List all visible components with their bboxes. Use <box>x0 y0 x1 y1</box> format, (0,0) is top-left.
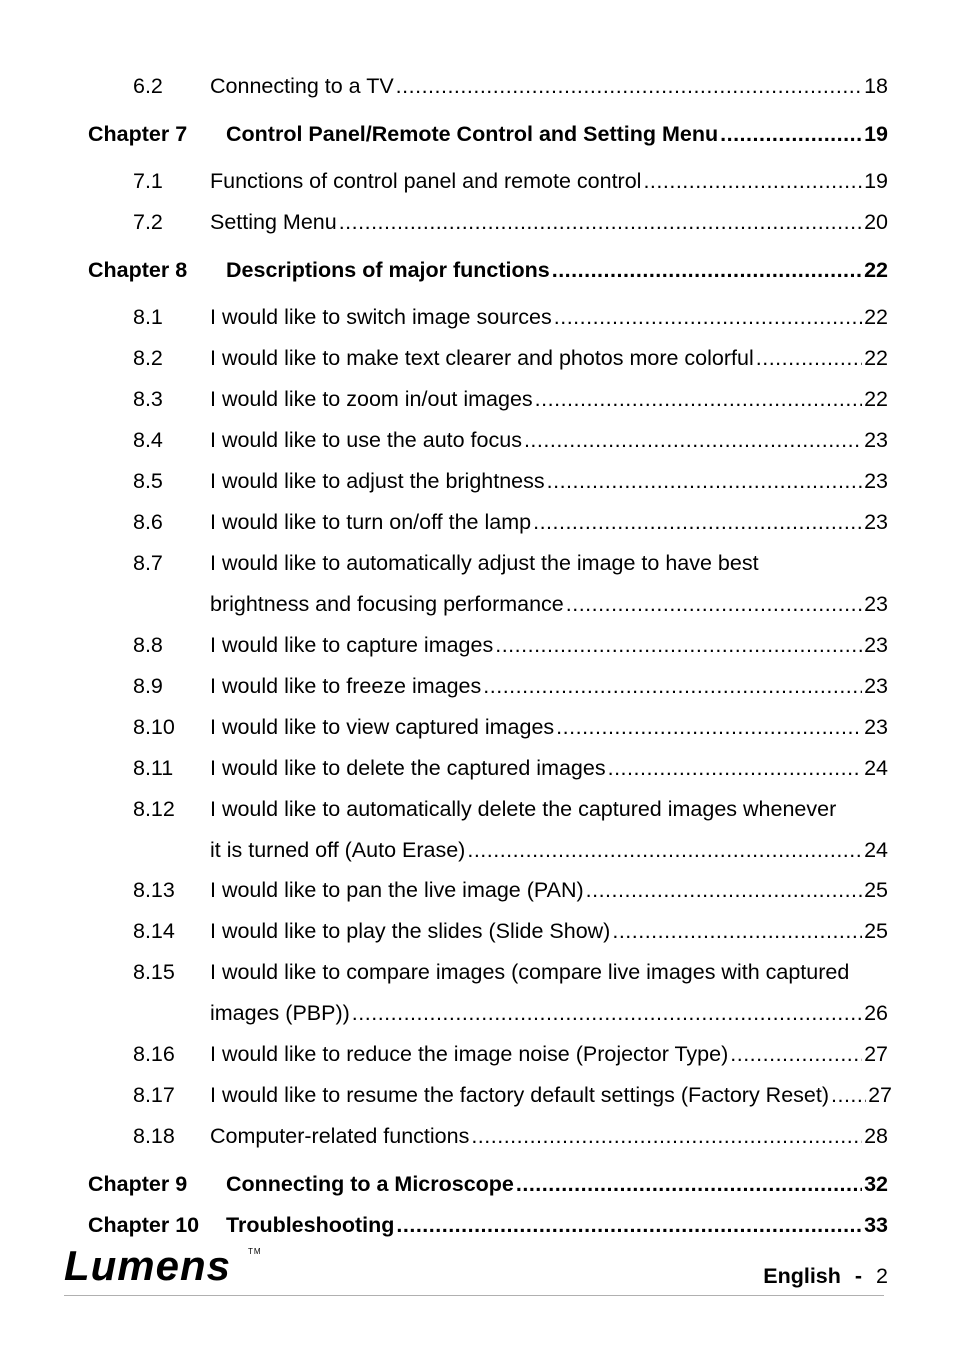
toc-entry <box>210 207 888 237</box>
toc-row[interactable] <box>0 343 954 373</box>
toc-leader-dots <box>730 1039 862 1069</box>
toc-row[interactable] <box>0 835 954 865</box>
toc-title: Setting Menu <box>210 210 337 234</box>
toc-entry <box>210 957 888 987</box>
toc-leader-dots <box>535 384 862 414</box>
toc-title: Control Panel/Remote Control and Setting Menu <box>226 122 719 146</box>
toc-row[interactable] <box>0 671 954 701</box>
toc-title: I would like to play the slides (Slide Show) <box>210 919 611 943</box>
toc-title: I would like to compare images (compare live images with captured <box>210 960 850 984</box>
toc-page-number: 22 <box>864 387 888 411</box>
toc-number: 8.16 <box>133 1042 175 1066</box>
toc-chapter-row[interactable] <box>0 255 954 285</box>
toc-title: it is turned off (Auto Erase) <box>210 838 466 862</box>
toc-number: Chapter 8 <box>88 258 188 282</box>
toc-entry <box>210 671 888 701</box>
lumens-logo <box>64 1242 262 1289</box>
toc-leader-dots <box>396 1210 862 1240</box>
toc-row[interactable] <box>0 1121 954 1151</box>
toc-page-number: 19 <box>864 122 888 146</box>
toc-page-number: 27 <box>868 1083 892 1107</box>
toc-number: 7.2 <box>133 210 163 234</box>
toc-page-number: 23 <box>864 510 888 534</box>
toc-title: I would like to adjust the brightness <box>210 469 545 493</box>
toc-title: I would like to use the auto focus <box>210 428 522 452</box>
toc-title: Computer-related functions <box>210 1124 470 1148</box>
toc-row[interactable] <box>0 1080 954 1110</box>
toc-row[interactable] <box>0 916 954 946</box>
toc-number: 8.10 <box>133 715 175 739</box>
toc-leader-dots <box>831 1080 866 1110</box>
toc-number: 8.5 <box>133 469 163 493</box>
toc-row[interactable] <box>0 166 954 196</box>
toc-title: I would like to delete the captured images <box>210 756 606 780</box>
toc-title: I would like to turn on/off the lamp <box>210 510 532 534</box>
toc-leader-dots <box>556 712 862 742</box>
footer-divider <box>64 1295 884 1296</box>
toc-leader-dots <box>352 998 862 1028</box>
toc-leader-dots <box>467 835 862 865</box>
toc-row[interactable] <box>0 957 954 987</box>
toc-leader-dots <box>566 589 862 619</box>
toc-entry <box>210 1039 888 1069</box>
toc-number: 8.13 <box>133 878 175 902</box>
toc-entry <box>226 255 888 285</box>
toc-row[interactable] <box>0 71 954 101</box>
toc-entry <box>210 343 888 373</box>
toc-entry <box>210 916 888 946</box>
toc-leader-dots <box>524 425 862 455</box>
toc-entry <box>210 1121 888 1151</box>
toc-row[interactable] <box>0 794 954 824</box>
toc-chapter-row[interactable] <box>0 1210 954 1240</box>
toc-page-number: 20 <box>864 210 888 234</box>
toc-leader-dots <box>516 1169 862 1199</box>
toc-page-number: 23 <box>864 715 888 739</box>
toc-page-number: 22 <box>864 258 888 282</box>
toc-page-number: 26 <box>864 1001 888 1025</box>
toc-leader-dots <box>339 207 862 237</box>
toc-row[interactable] <box>0 589 954 619</box>
toc-leader-dots <box>396 71 862 101</box>
toc-title: I would like to zoom in/out images <box>210 387 533 411</box>
toc-page-number: 28 <box>864 1124 888 1148</box>
toc-row[interactable] <box>0 384 954 414</box>
toc-number: Chapter 10 <box>88 1213 200 1237</box>
toc-number: 6.2 <box>133 74 163 98</box>
toc-row[interactable] <box>0 207 954 237</box>
toc-leader-dots <box>756 343 862 373</box>
toc-title: I would like to freeze images <box>210 674 482 698</box>
toc-number: 8.17 <box>133 1083 175 1107</box>
toc-title: images (PBP)) <box>210 1001 350 1025</box>
toc-title: Descriptions of major functions <box>226 258 550 282</box>
toc-leader-dots <box>643 166 862 196</box>
toc-title: I would like to capture images <box>210 633 494 657</box>
toc-entry <box>210 507 888 537</box>
toc-page-number: 33 <box>864 1213 888 1237</box>
toc-entry <box>210 1080 892 1110</box>
toc-entry <box>210 794 888 824</box>
toc-entry <box>210 466 888 496</box>
toc-leader-dots <box>552 255 862 285</box>
toc-number: Chapter 9 <box>88 1172 188 1196</box>
toc-leader-dots <box>483 671 862 701</box>
toc-number: 8.18 <box>133 1124 175 1148</box>
footer-language: English <box>763 1264 841 1288</box>
toc-page-number: 23 <box>864 633 888 657</box>
toc-title: I would like to automatically adjust the image to have best <box>210 551 759 575</box>
toc-number: 8.3 <box>133 387 163 411</box>
toc-row[interactable] <box>0 712 954 742</box>
toc-page-number: 24 <box>864 838 888 862</box>
toc-number: 8.9 <box>133 674 163 698</box>
toc-page-number: 23 <box>864 428 888 452</box>
toc-title: Troubleshooting <box>226 1213 395 1237</box>
toc-entry <box>210 630 888 660</box>
toc-entry <box>226 119 888 149</box>
toc-number: 8.15 <box>133 960 175 984</box>
toc-title: brightness and focusing performance <box>210 592 564 616</box>
toc-page-number: 22 <box>864 305 888 329</box>
toc-title: I would like to pan the live image (PAN) <box>210 878 584 902</box>
footer-separator: - <box>854 1264 863 1288</box>
toc-leader-dots <box>471 1121 862 1151</box>
toc-page-number: 32 <box>864 1172 888 1196</box>
toc-page-number: 22 <box>864 346 888 370</box>
toc-title: Functions of control panel and remote control <box>210 169 642 193</box>
toc-leader-dots <box>586 875 862 905</box>
toc-page-number: 27 <box>864 1042 888 1066</box>
toc-leader-dots <box>547 466 862 496</box>
toc-page-number: 24 <box>864 756 888 780</box>
toc-number: 8.7 <box>133 551 163 575</box>
page-footer <box>763 1261 888 1291</box>
toc-row[interactable] <box>0 753 954 783</box>
toc-leader-dots <box>608 753 862 783</box>
toc-entry <box>210 166 888 196</box>
toc-page-number: 25 <box>864 878 888 902</box>
toc-number: 8.4 <box>133 428 163 452</box>
toc-leader-dots <box>612 916 862 946</box>
toc-title: I would like to make text clearer and photos more colorful <box>210 346 754 370</box>
toc-entry <box>210 753 888 783</box>
toc-entry <box>210 875 888 905</box>
toc-number: 7.1 <box>133 169 163 193</box>
toc-page-number: 25 <box>864 919 888 943</box>
toc-page-number: 23 <box>864 592 888 616</box>
toc-number: 8.6 <box>133 510 163 534</box>
toc-number: 8.1 <box>133 305 163 329</box>
toc-row[interactable] <box>0 998 954 1028</box>
toc-number: 8.14 <box>133 919 175 943</box>
toc-leader-dots <box>533 507 862 537</box>
toc-chapter-row[interactable] <box>0 1169 954 1199</box>
toc-leader-dots <box>495 630 862 660</box>
toc-row[interactable] <box>0 466 954 496</box>
toc-number: Chapter 7 <box>88 122 188 146</box>
toc-entry <box>210 548 888 578</box>
toc-chapter-row[interactable] <box>0 119 954 149</box>
toc-entry <box>210 425 888 455</box>
toc-row[interactable] <box>0 507 954 537</box>
toc-title: I would like to switch image sources <box>210 305 552 329</box>
toc-number: 8.8 <box>133 633 163 657</box>
toc-title: I would like to automatically delete the captured images whenever <box>210 797 837 821</box>
toc-page-number: 18 <box>864 74 888 98</box>
toc-page-number: 23 <box>864 674 888 698</box>
toc-entry <box>226 1169 888 1199</box>
logo-wordmark: Lumens <box>64 1242 232 1289</box>
toc-entry <box>210 71 888 101</box>
toc-row[interactable] <box>0 425 954 455</box>
toc-entry <box>210 384 888 414</box>
toc-title: Connecting to a TV <box>210 74 394 98</box>
toc-leader-dots <box>554 302 862 332</box>
toc-number: 8.2 <box>133 346 163 370</box>
toc-entry <box>210 998 888 1028</box>
toc-row[interactable] <box>0 1039 954 1069</box>
logo-trademark: TM <box>248 1247 262 1256</box>
toc-row[interactable] <box>0 875 954 905</box>
toc-entry <box>226 1210 888 1240</box>
toc-entry <box>210 302 888 332</box>
toc-entry <box>210 835 888 865</box>
toc-title: I would like to view captured images <box>210 715 555 739</box>
toc-number: 8.11 <box>133 756 174 780</box>
toc-page-number: 19 <box>864 169 888 193</box>
toc-title: Connecting to a Microscope <box>226 1172 514 1196</box>
footer-page-number: 2 <box>876 1264 888 1288</box>
toc-title: I would like to reduce the image noise (Projector Type) <box>210 1042 729 1066</box>
toc-number: 8.12 <box>133 797 175 821</box>
toc-leader-dots <box>720 119 862 149</box>
toc-row[interactable] <box>0 630 954 660</box>
toc-title: I would like to resume the factory default settings (Factory Reset) <box>210 1083 829 1107</box>
toc-page-number: 23 <box>864 469 888 493</box>
toc-entry <box>210 712 888 742</box>
toc-row[interactable] <box>0 302 954 332</box>
toc-row[interactable] <box>0 548 954 578</box>
toc-entry <box>210 589 888 619</box>
